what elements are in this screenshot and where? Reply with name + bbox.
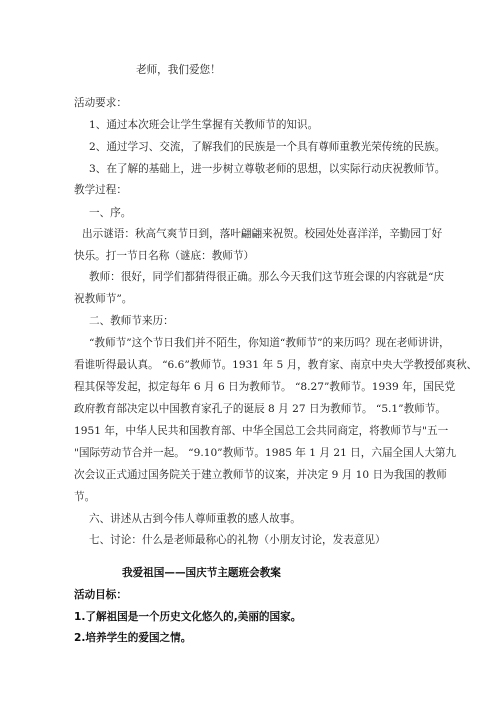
paragraph-line: 快乐。打一节日名称（谜底：教师节）	[74, 250, 255, 262]
requirement-item: 1、通过本次班会让学生掌握有关教师节的知识。	[89, 119, 319, 131]
paragraph-line: 看谁听得最认真。 “6.6”教师节。1931 年 5 月，教育家、南京中央大学教授邰爽秋、	[74, 359, 478, 371]
lesson-title: 我爱祖国——国庆节主题班会教案	[122, 567, 281, 579]
goals-heading: 活动目标：	[74, 589, 127, 601]
process-heading: 教学过程：	[74, 184, 127, 196]
requirement-item: 2、通过学习、交流，了解我们的民族是一个具有尊师重教光荣传统的民族。	[89, 141, 446, 153]
paragraph-line: 政府教育部决定以中国教育家孔子的诞辰 8 月 27 日为教师节。 “5.1”教师节。	[74, 403, 446, 415]
paragraph-line: 教师：很好，同学们都猜得很正确。那么今天我们这节班会课的内容就是“庆	[89, 271, 445, 283]
paragraph-line: “教师节”这个节日我们并不陌生，你知道“教师节”的来历吗？现在老师讲讲，	[89, 337, 450, 349]
paragraph-line: 节。	[74, 491, 96, 503]
goal-item: 2.培养学生的爱国之情。	[74, 632, 192, 644]
lesson-title: 老师，我们爱您！	[136, 64, 221, 76]
step-heading: 二、教师节来历：	[89, 315, 174, 327]
step-heading: 一、序。	[89, 207, 132, 219]
step-heading: 六、讲述从古到今伟人尊师重教的感人故事。	[89, 513, 301, 525]
requirement-item: 3、在了解的基础上，进一步树立尊敬老师的思想，以实际行动庆祝教师节。	[89, 163, 446, 175]
paragraph-line: 程其保等发起，拟定每年 6 月 6 日为教师节。 “8.27”教师节。1939 年，国民党	[74, 381, 456, 393]
paragraph-line: 1951 年，中华人民共和国教育部、中华全国总工会共同商定，将教师节与"五一	[74, 425, 449, 437]
paragraph-line: "国际劳动节合并一起。 “9.10”教师节。1985 年 1 月 21 日，六届全国人大第九	[74, 447, 457, 459]
requirements-heading: 活动要求：	[74, 97, 127, 109]
paragraph-line: 出示谜语：秋高气爽节日到，落叶翩翩来祝贺。校园处处喜洋洋，辛勤园丁好	[82, 228, 443, 240]
paragraph-line: 祝教师节”。	[74, 293, 133, 305]
step-heading: 七、讨论：什么是老师最称心的礼物（小朋友讨论，发表意见）	[89, 534, 386, 546]
goal-item: 1.了解祖国是一个历史文化悠久的,美丽的国家。	[74, 611, 302, 623]
paragraph-line: 次会议正式通过国务院关于建立教师节的议案，并决定 9 月 10 日为我国的教师	[74, 469, 447, 481]
